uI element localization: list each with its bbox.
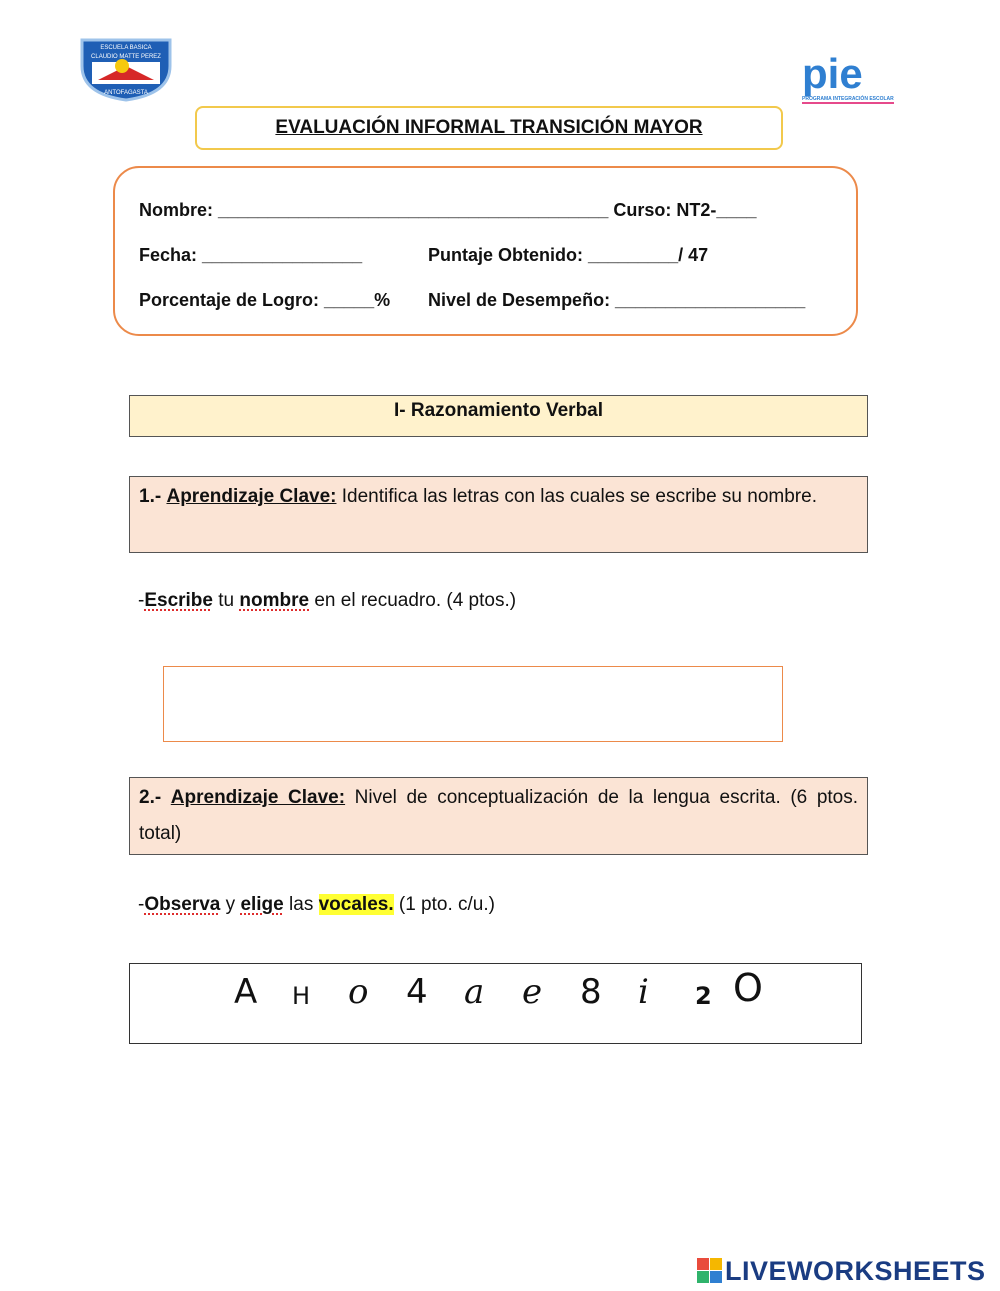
- pie-logo: [800, 52, 896, 106]
- school-logo-line2: CLAUDIO MATTE PEREZ: [91, 54, 161, 60]
- letter-option[interactable]: O: [733, 966, 763, 1010]
- letter-option[interactable]: i: [638, 972, 649, 1012]
- fecha-field[interactable]: Fecha: ________________: [139, 245, 363, 265]
- liveworksheets-icon: [697, 1258, 723, 1284]
- clave-1-label: Aprendizaje Clave:: [166, 486, 337, 507]
- clave-1-number: 1.-: [139, 486, 162, 507]
- nivel-field[interactable]: Nivel de Desempeño: ___________________: [428, 290, 806, 310]
- clave-2-text: Nivel de conceptualización de la lengua escrita. (6 ptos. total): [139, 787, 859, 844]
- student-info-box: [113, 166, 858, 336]
- instruction-2-word-elige: elige: [240, 894, 284, 915]
- instruction-2-text-b: las: [283, 894, 319, 915]
- letter-option[interactable]: 2: [695, 982, 712, 1010]
- instruction-2-text-c: (1 pto. c/u.): [393, 894, 495, 915]
- clave-2-label: Aprendizaje Clave:: [170, 787, 346, 808]
- section-heading: I- Razonamiento Verbal: [129, 395, 868, 437]
- letter-option[interactable]: a: [464, 972, 485, 1012]
- letters-choice-box: [129, 963, 862, 1044]
- school-logo-line1: ESCUELA BASICA: [100, 45, 152, 51]
- letter-option[interactable]: e: [522, 972, 543, 1012]
- liveworksheets-brand: LIVEWORKSHEETS: [725, 1256, 986, 1286]
- instruction-1: [138, 590, 516, 612]
- instruction-2-text-a: y: [220, 894, 241, 915]
- instruction-1-word-nombre: nombre: [239, 590, 310, 611]
- aprendizaje-clave-1: [129, 476, 868, 553]
- clave-1-text: Identifica las letras con las cuales se escribe su nombre.: [336, 486, 817, 507]
- clave-2-number: 2.-: [139, 787, 162, 808]
- name-answer-box[interactable]: [163, 666, 783, 742]
- puntaje-field[interactable]: Puntaje Obtenido: _________/ 47: [428, 245, 709, 265]
- instruction-1-text-b: en el recuadro. (4 ptos.): [309, 590, 517, 611]
- letter-option[interactable]: 4: [406, 972, 428, 1012]
- aprendizaje-clave-2: [129, 777, 868, 855]
- letter-option[interactable]: o: [348, 972, 369, 1012]
- instruction-2-dash: -: [138, 894, 145, 915]
- instruction-2-word-observa: Observa: [144, 894, 221, 915]
- liveworksheets-logo: [697, 1256, 997, 1286]
- instruction-2: [138, 894, 495, 916]
- porcentaje-field[interactable]: Porcentaje de Logro: _____%: [139, 290, 391, 310]
- instruction-1-dash: -: [138, 590, 145, 611]
- letter-option[interactable]: 8: [580, 972, 602, 1012]
- instruction-1-word-escribe: Escribe: [144, 590, 213, 611]
- letter-option[interactable]: H: [292, 982, 311, 1010]
- instruction-1-text-a: tu: [212, 590, 240, 611]
- letter-option[interactable]: A: [234, 972, 258, 1012]
- pie-logo-text: pie: [802, 52, 863, 97]
- nombre-field[interactable]: Nombre: _______________________________________ Curso: NT2-____: [139, 200, 757, 220]
- school-logo-line3: ANTOFAGASTA: [104, 90, 148, 96]
- page-title: EVALUACIÓN INFORMAL TRANSICIÓN MAYOR: [195, 106, 783, 150]
- instruction-2-word-vocales: vocales.: [318, 894, 394, 915]
- school-logo: [78, 36, 174, 102]
- pie-logo-subtitle: PROGRAMA INTEGRACIÓN ESCOLAR: [802, 96, 894, 102]
